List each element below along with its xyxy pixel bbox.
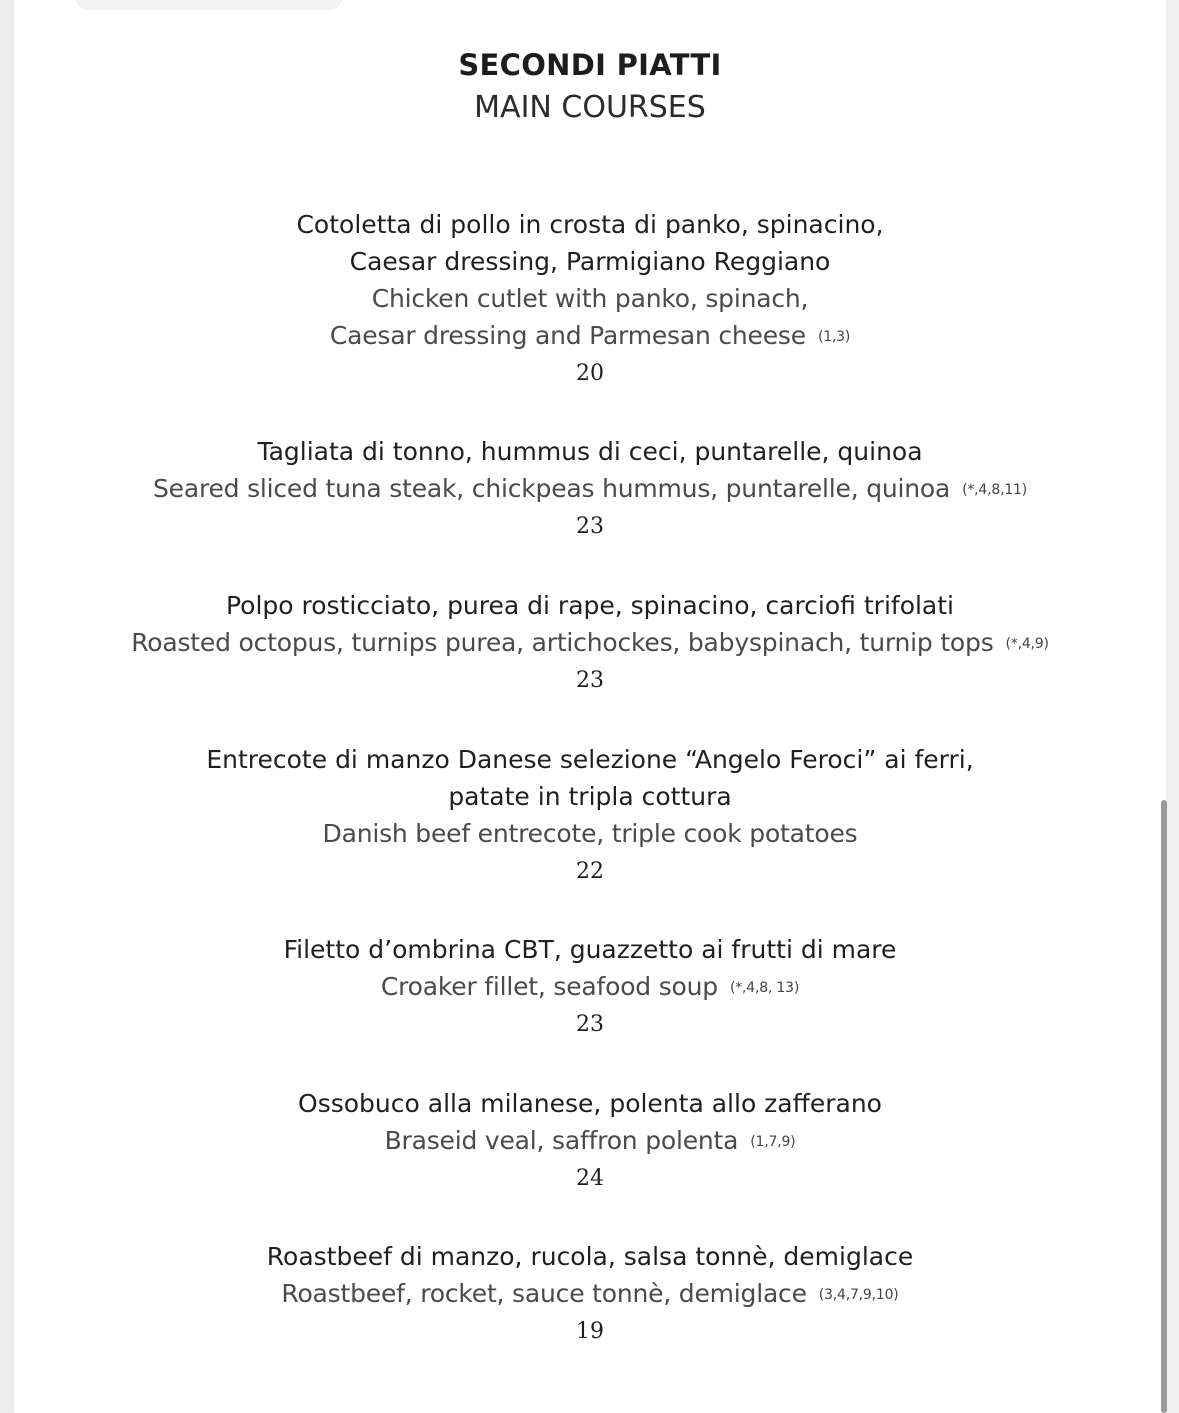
allergen-codes: (*,4,8,11) — [962, 481, 1028, 498]
allergen-codes: (1,3) — [817, 328, 851, 345]
scrollbar-track[interactable] — [1166, 0, 1179, 1413]
section-title: SECONDI PIATTI — [458, 48, 722, 82]
dish-item — [14, 206, 1166, 394]
dish-price: 23 — [576, 668, 604, 693]
dish-name-en-line — [14, 624, 1166, 661]
dish-item — [14, 433, 1166, 547]
allergen-codes: (*,4,8, 13) — [729, 979, 800, 996]
dish-item — [14, 741, 1166, 892]
dish-item — [14, 1085, 1166, 1199]
dish-name-it: Caesar dressing, Parmigiano Reggiano — [349, 247, 831, 276]
dish-name-en-line — [14, 1275, 1166, 1312]
allergen-codes: (*,4,9) — [1005, 635, 1049, 652]
dish-price: 20 — [576, 361, 604, 386]
dish-name-en: Croaker fillet, seafood soup — [380, 972, 718, 1001]
dish-name-en: Chicken cutlet with panko, spinach, — [371, 284, 809, 313]
dish-name-it: patate in tripla cottura — [448, 782, 732, 811]
dish-price: 23 — [576, 514, 604, 539]
dish-name-en-line — [14, 1122, 1166, 1159]
top-tab-edge — [76, 0, 342, 10]
dish-name-en-line — [14, 317, 1166, 354]
dish-price: 23 — [576, 1012, 604, 1037]
dish-name-en: Braseid veal, saffron polenta — [384, 1126, 739, 1155]
dish-price: 22 — [576, 859, 604, 884]
dish-price: 24 — [576, 1166, 604, 1191]
dish-item — [14, 931, 1166, 1045]
dish-name-en-line — [14, 968, 1166, 1005]
dish-name-it: Roastbeef di manzo, rucola, salsa tonnè, demiglace — [266, 1242, 914, 1271]
dish-price: 19 — [576, 1319, 604, 1344]
dish-name-it: Ossobuco alla milanese, polenta allo zafferano — [298, 1089, 882, 1118]
dish-name-it: Cotoletta di pollo in crosta di panko, spinacino, — [296, 210, 884, 239]
dish-name-it: Tagliata di tonno, hummus di ceci, puntarelle, quinoa — [257, 437, 923, 466]
dish-name-en: Danish beef entrecote, triple cook potatoes — [322, 819, 858, 848]
dish-item — [14, 587, 1166, 701]
dish-name-en: Seared sliced tuna steak, chickpeas hummus, puntarelle, quinoa — [152, 474, 951, 503]
dish-name-it: Polpo rosticciato, purea di rape, spinacino, carciofi trifolati — [225, 591, 954, 620]
dish-name-it: Filetto d’ombrina CBT, guazzetto ai frutti di mare — [283, 935, 897, 964]
dish-name-it: Entrecote di manzo Danese selezione “Angelo Feroci” ai ferri, — [206, 745, 974, 774]
dish-name-en: Caesar dressing and Parmesan cheese — [329, 321, 806, 350]
dish-name-en: Roastbeef, rocket, sauce tonnè, demiglace — [281, 1279, 807, 1308]
allergen-codes: (3,4,7,9,10) — [818, 1286, 899, 1303]
section-subtitle: MAIN COURSES — [474, 90, 706, 125]
dish-name-en-line — [14, 470, 1166, 507]
dish-name-en: Roasted octopus, turnips purea, artichockes, babyspinach, turnip tops — [131, 628, 994, 657]
dish-item — [14, 1238, 1166, 1352]
allergen-codes: (1,7,9) — [750, 1133, 796, 1150]
